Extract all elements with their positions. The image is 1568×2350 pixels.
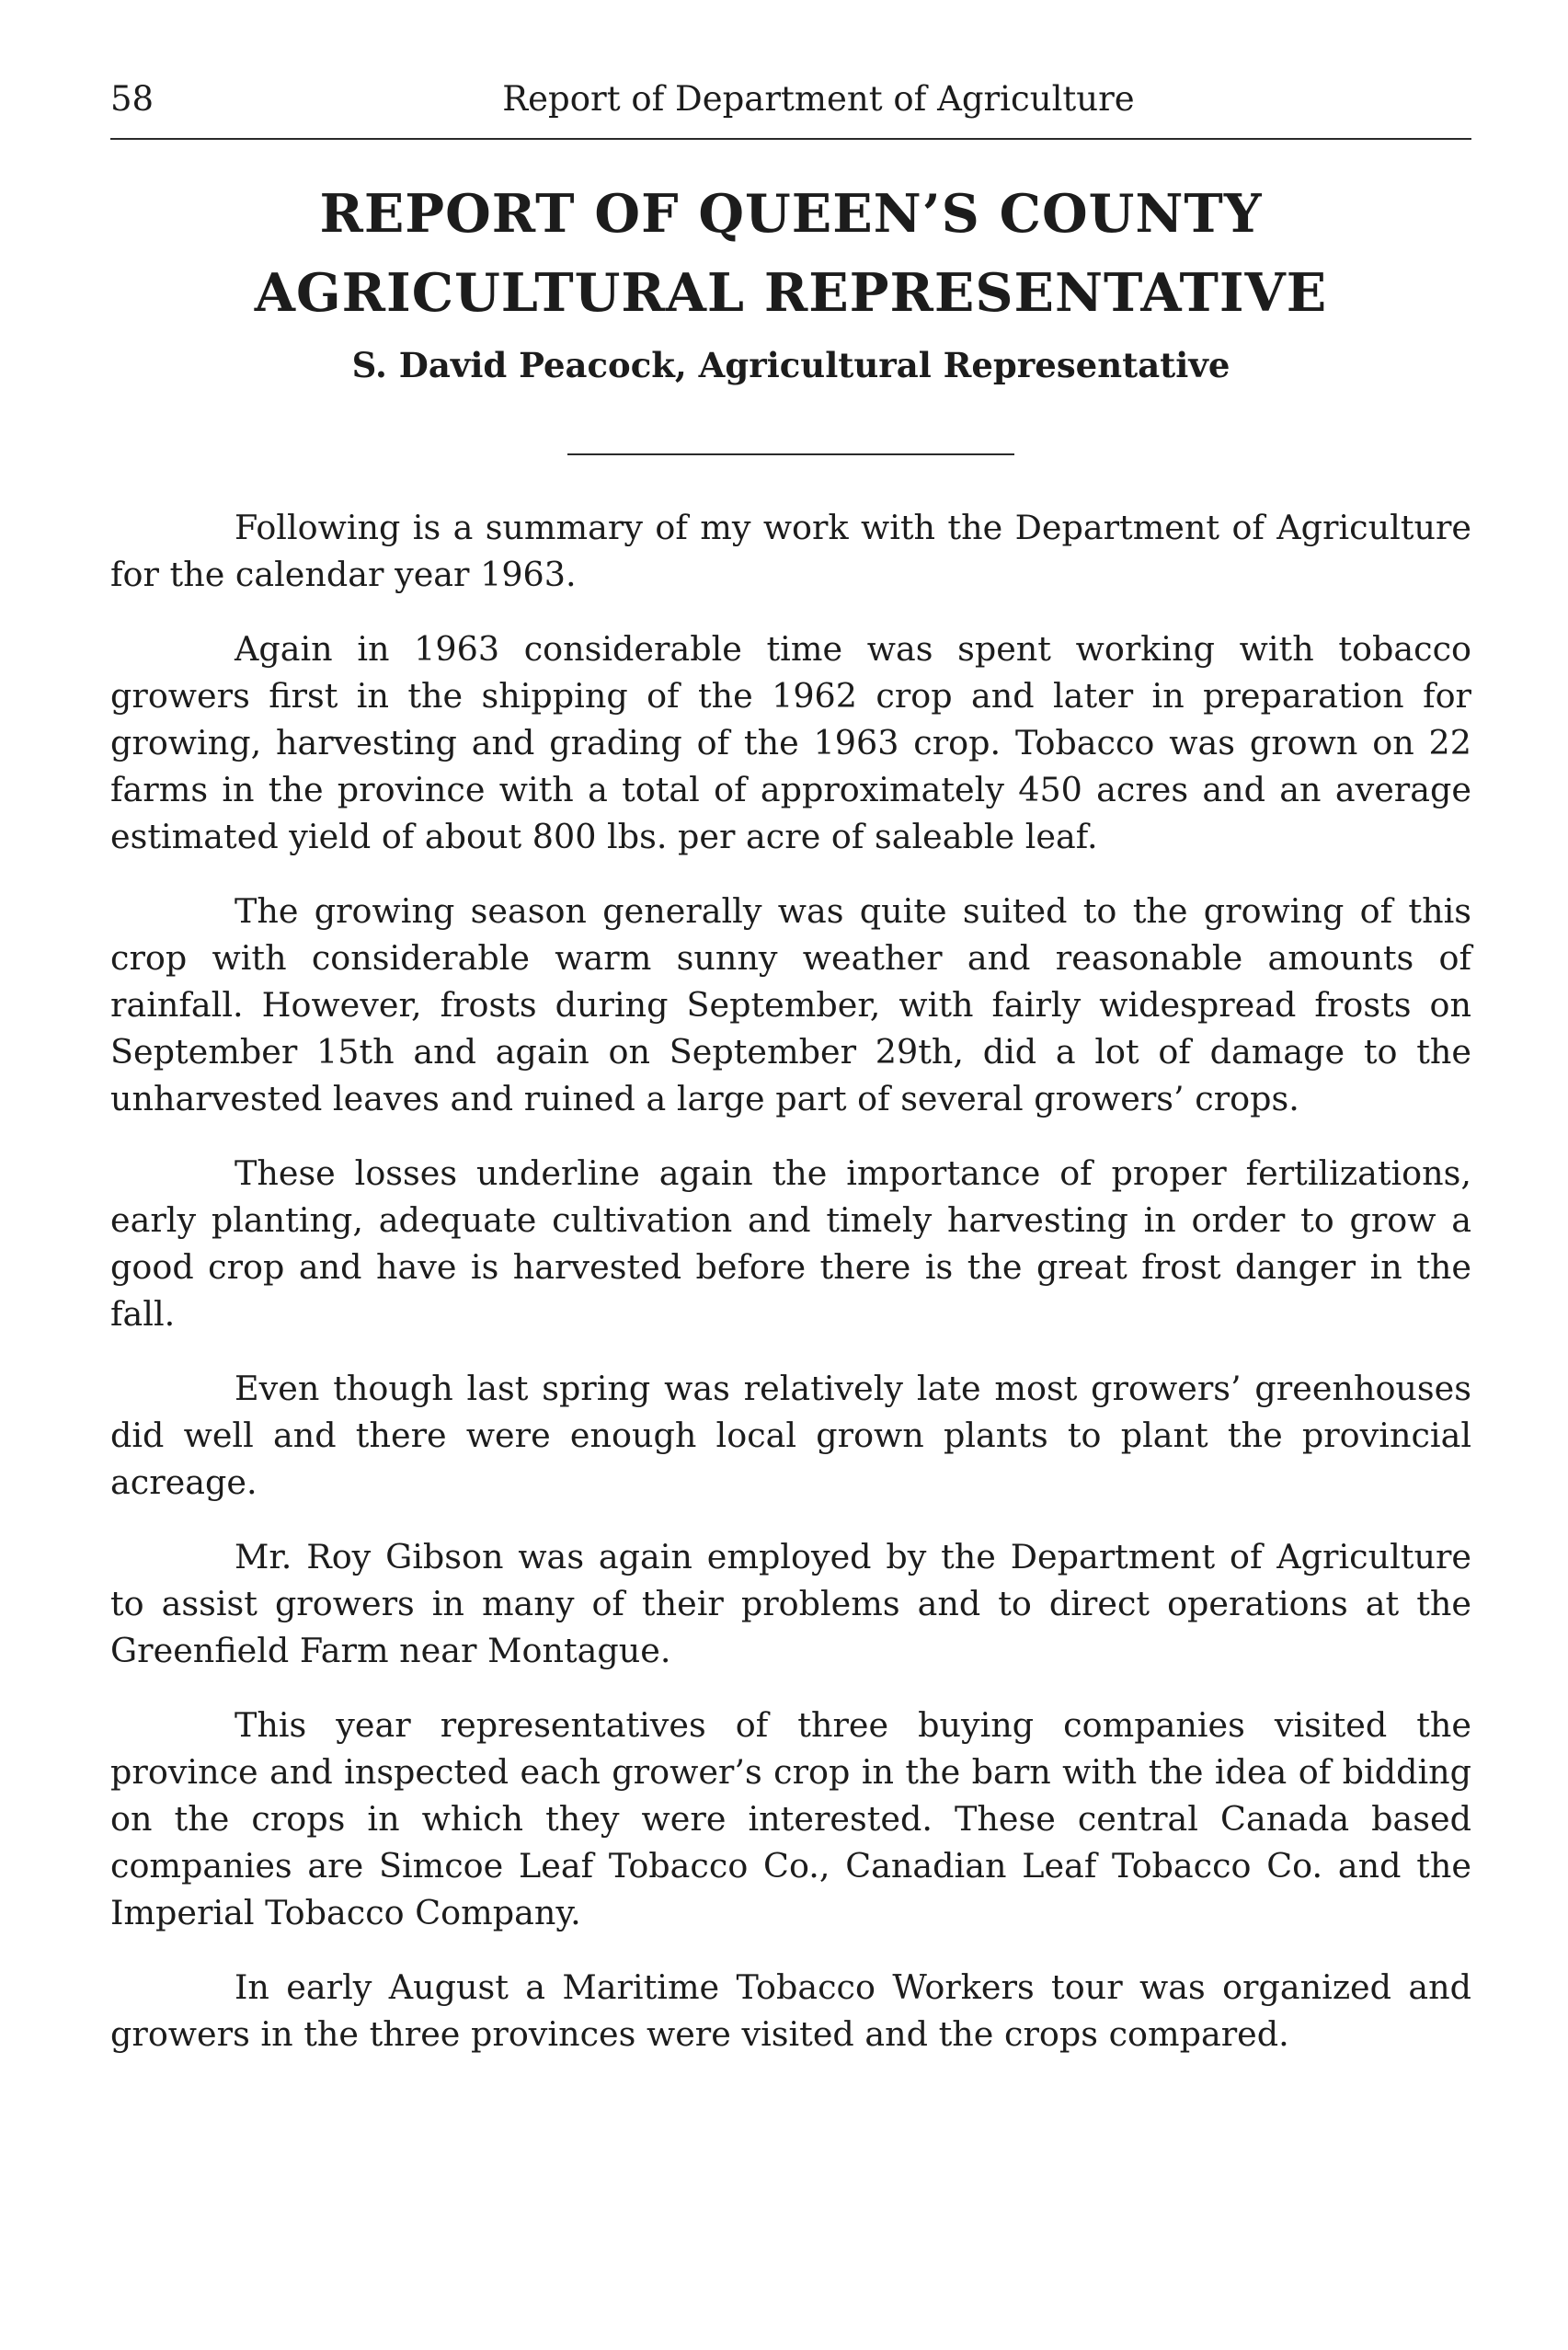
report-title-line-1: REPORT OF QUEEN’S COUNTY <box>319 183 1263 245</box>
report-title-block <box>110 175 1471 394</box>
running-title: Report of Department of Agriculture <box>502 79 1135 119</box>
paragraph-tobacco-growers: Again in 1963 considerable time was spent working with tobacco growers first in the shipping of the 1962 crop and later in preparation for growing, harvesting and grading of the 1963 crop. Tobacco was grown on 22 farms in the province with a total of approximately 450 acres and an average estimated yield of about 800 lbs. per acre of saleable leaf. <box>110 629 1471 856</box>
paragraph-maritime-tour: In early August a Maritime Tobacco Workers tour was organized and growers in the three provinces were visited and the crops compared. <box>110 1967 1471 2054</box>
header-rule <box>110 138 1471 140</box>
report-title-line-2: AGRICULTURAL REPRESENTATIVE <box>254 262 1328 324</box>
paragraph-greenhouses: Even though last spring was relatively late most growers’ greenhouses did well and there were enough local grown plants to plant the provincial acreage. <box>110 1369 1471 1502</box>
report-body <box>110 504 1471 2085</box>
paragraph-buying-companies: This year representatives of three buying companies visited the province and inspected each grower’s crop in the barn with the idea of bidding on the crops in which they were interested. These central Canada based companies are Simcoe Leaf Tobacco Co., Canadian Leaf Tobacco Co. and the Imperial Tobacco Company. <box>110 1705 1471 1932</box>
paragraph-roy-gibson: Mr. Roy Gibson was again employed by the Department of Agriculture to assist growers in many of their problems and to direct operations at the Greenfield Farm near Montague. <box>110 1537 1471 1670</box>
title-divider <box>567 453 1014 455</box>
report-author: S. David Peacock, Agricultural Representative <box>351 345 1230 385</box>
paragraph-summary: Following is a summary of my work with the Department of Agriculture for the calendar year 1963. <box>110 508 1471 594</box>
running-header <box>110 72 1471 127</box>
paragraph-losses: These losses underline again the importance of proper fertilizations, early planting, adequate cultivation and timely harvesting in order to grow a good crop and have is harvested before there is the great frost danger in the fall. <box>110 1153 1471 1334</box>
paragraph-growing-season: The growing season generally was quite suited to the growing of this crop with considerable warm sunny weather and reasonable amounts of rainfall. However, frosts during September, with fairly widespread frosts on September 15th and again on September 29th, did a lot of damage to the unharvested leaves and ruined a large part of several growers’ crops. <box>110 891 1471 1118</box>
page-number: 58 <box>110 79 155 119</box>
